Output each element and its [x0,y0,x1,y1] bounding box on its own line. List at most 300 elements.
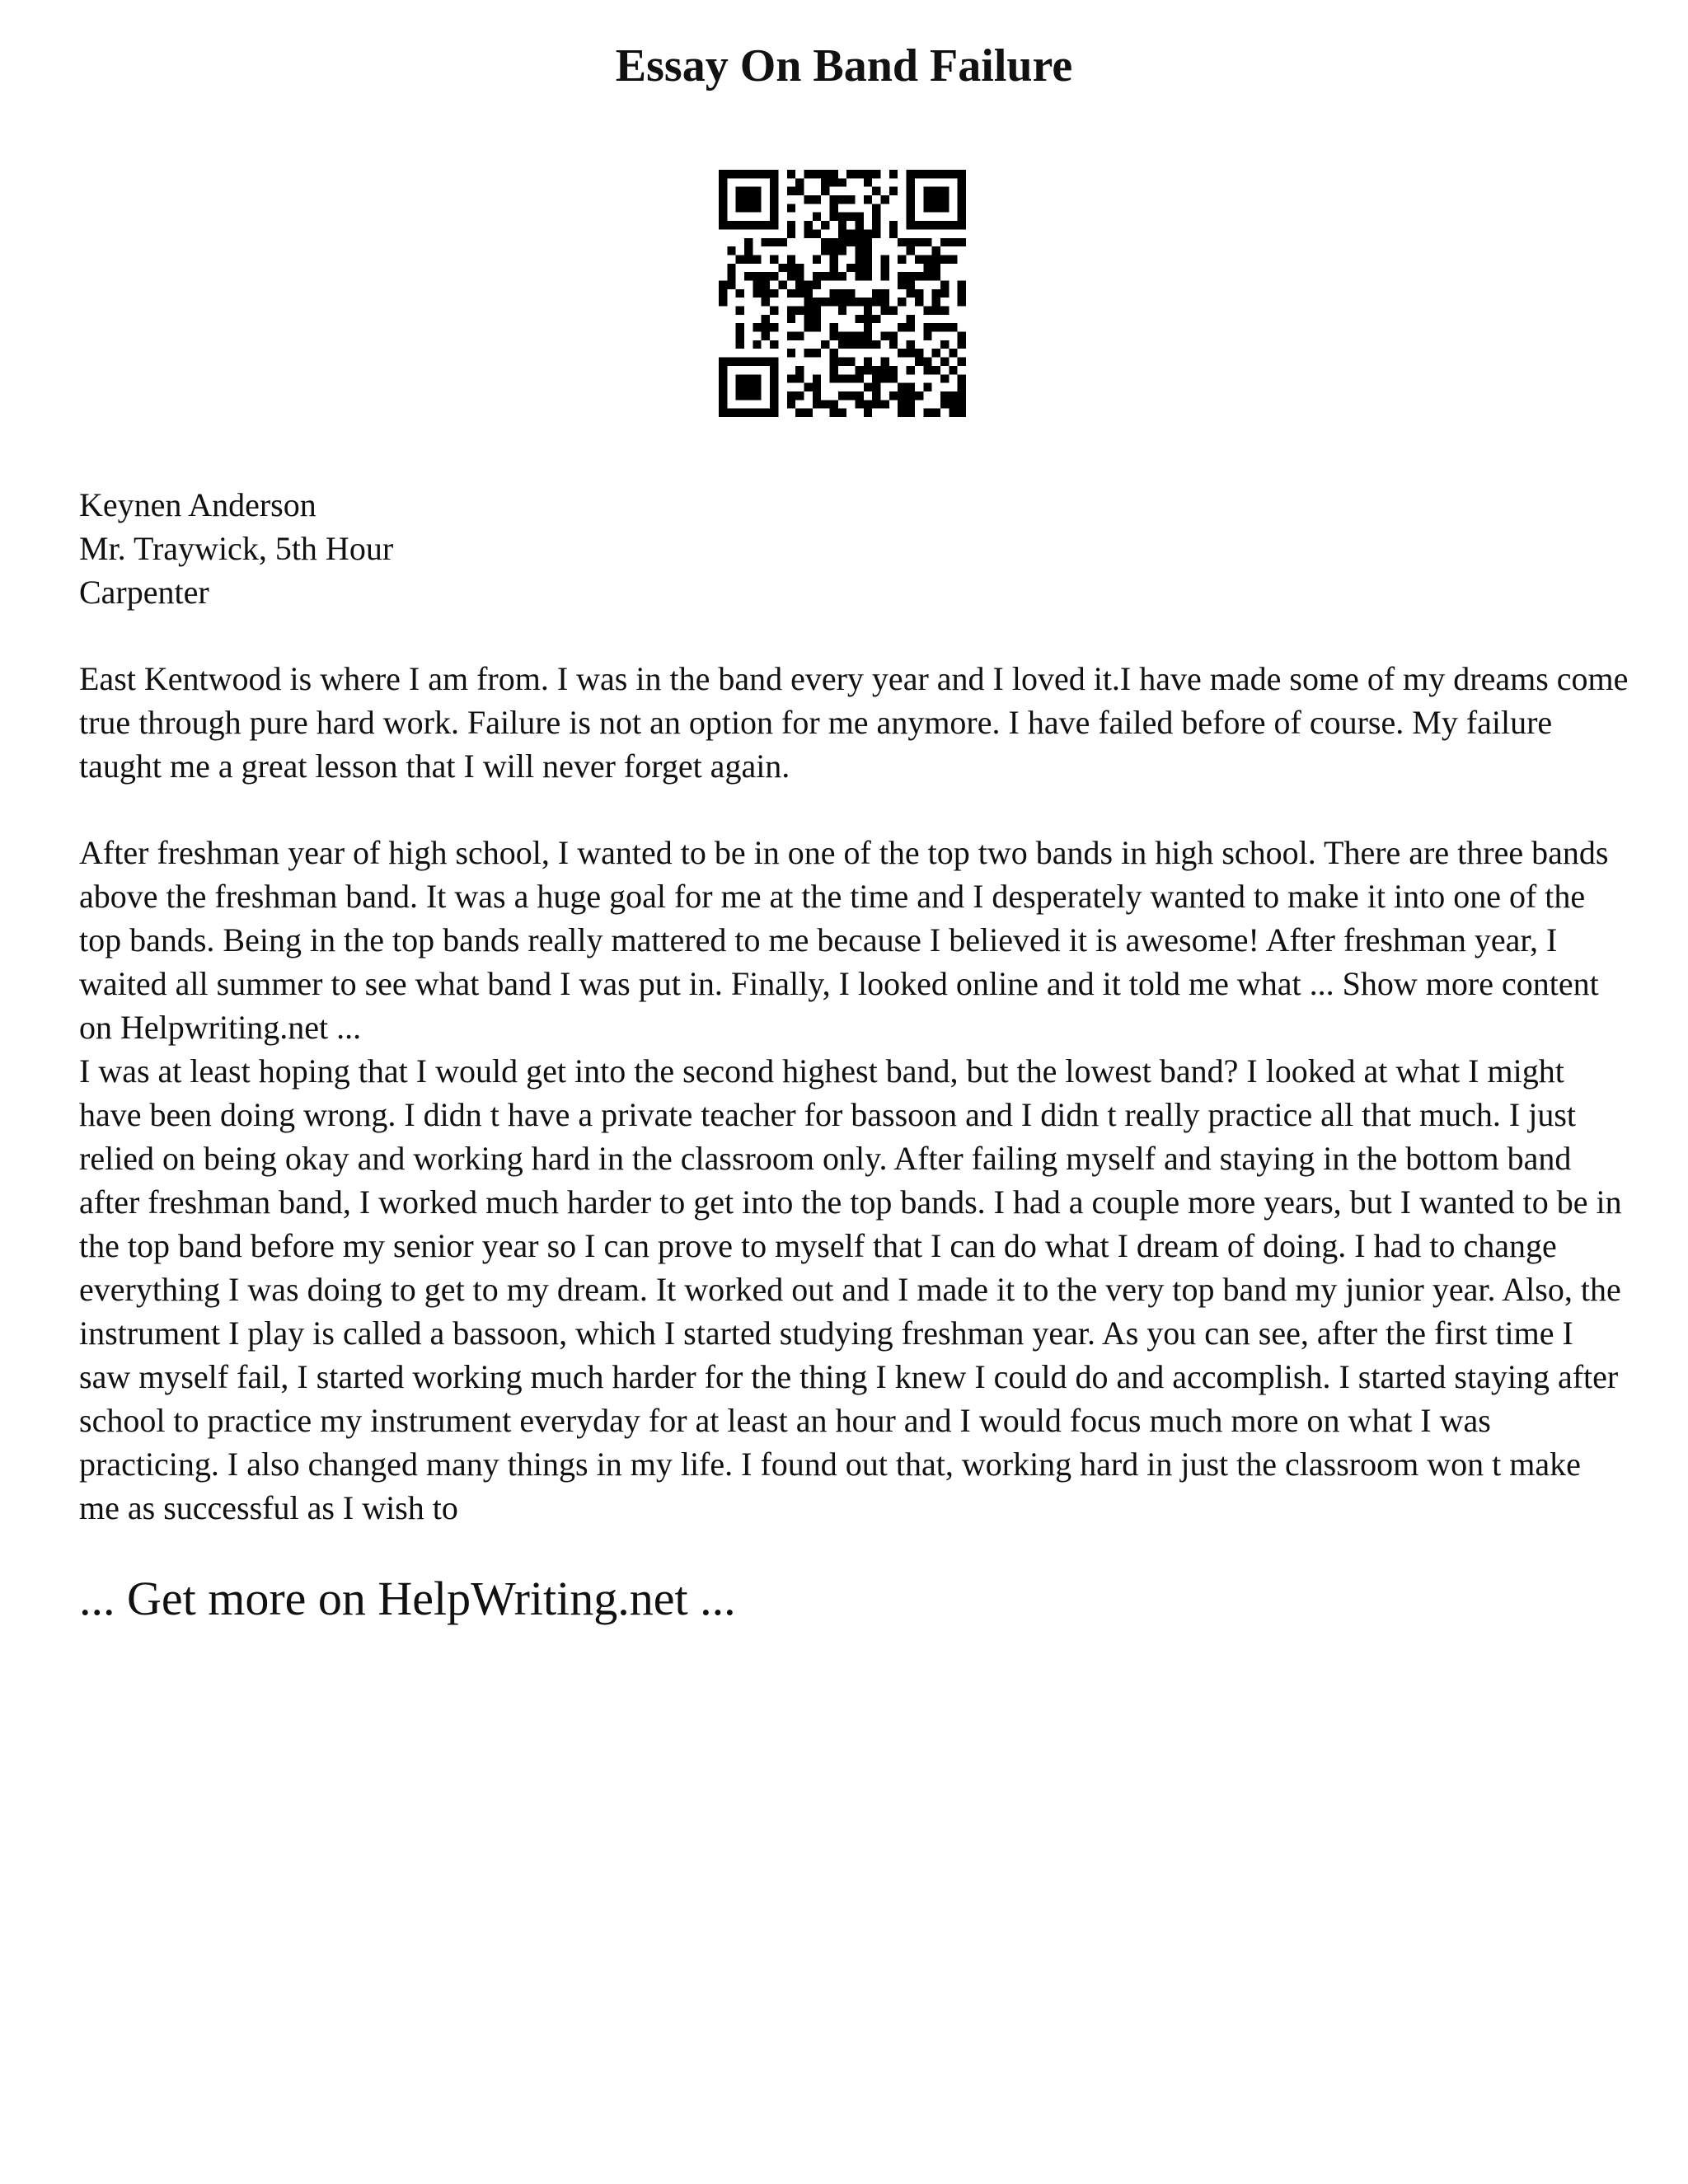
qr-module [795,332,804,340]
qr-module [744,358,753,366]
qr-module [744,246,753,255]
qr-module [881,195,889,204]
qr-module [736,289,744,298]
qr-module [838,340,846,349]
qr-module [923,409,931,417]
qr-module [907,280,915,288]
qr-module [958,358,966,366]
qr-module [762,315,770,323]
qr-module [838,229,846,237]
qr-module [907,238,915,246]
qr-module [795,307,804,315]
qr-module [846,264,855,272]
qr-module [881,298,889,306]
qr-module [744,272,753,280]
qr-module [856,298,864,306]
qr-module [762,323,770,331]
qr-module [958,391,966,400]
qr-module [736,332,744,340]
qr-module [864,366,872,374]
qr-module [736,383,744,391]
qr-module [753,187,761,195]
qr-module [719,187,727,195]
qr-module [804,229,812,237]
qr-module [889,170,898,178]
qr-module [881,264,889,272]
page-title: Essay On Band Failure [615,40,1073,91]
qr-module [838,289,846,298]
qr-module [940,358,949,366]
qr-module [881,366,889,374]
qr-module [940,400,949,408]
qr-module [923,238,931,246]
qr-module [889,221,898,229]
qr-module [770,170,778,178]
qr-module [872,400,880,408]
qr-module [829,255,837,263]
qr-module [915,298,923,306]
qr-module [958,400,966,408]
qr-module [795,366,804,374]
qr-module [856,238,864,246]
qr-module [915,170,923,178]
qr-module [813,213,821,221]
qr-module [727,246,735,255]
qr-module [872,298,880,306]
qr-module [727,358,735,366]
qr-module [770,374,778,382]
qr-module [770,289,778,298]
qr-module [881,358,889,366]
qr-module [958,383,966,391]
class-info: Mr. Traywick, 5th Hour [79,530,394,567]
qr-module [889,374,898,382]
qr-module [829,358,837,366]
qr-module [838,358,846,366]
qr-module [753,255,761,263]
qr-module [821,178,829,186]
qr-module [872,374,880,382]
qr-module [940,280,949,288]
qr-module [907,246,915,255]
qr-module [736,255,744,263]
qr-module [856,229,864,237]
qr-module [940,238,949,246]
qr-module [915,255,923,263]
qr-module [864,358,872,366]
qr-module [753,170,761,178]
qr-module [813,170,821,178]
qr-module [915,391,923,400]
qr-module [770,307,778,315]
qr-module [864,383,872,391]
qr-module [727,221,735,229]
qr-module [846,195,855,204]
qr-module [856,264,864,272]
qr-module [753,221,761,229]
qr-module [907,289,915,298]
qr-module [872,391,880,400]
qr-module [762,221,770,229]
qr-module [813,307,821,315]
qr-module [744,195,753,204]
qr-module [719,391,727,400]
qr-module [770,204,778,212]
qr-module [907,315,915,323]
qr-module [907,400,915,408]
qr-module [932,255,940,263]
qr-module [958,289,966,298]
qr-module [753,195,761,204]
qr-module [898,400,906,408]
qr-module [804,383,812,391]
qr-module [932,170,940,178]
qr-module [923,332,931,340]
qr-module [907,409,915,417]
qr-module [915,221,923,229]
qr-module [753,323,761,331]
qr-module [856,374,864,382]
qr-module [719,221,727,229]
qr-module [744,238,753,246]
qr-module [770,272,778,280]
qr-module [813,315,821,323]
qr-module [864,170,872,178]
qr-module [838,374,846,382]
qr-module [846,374,855,382]
qr-module [949,409,957,417]
qr-module [949,400,957,408]
qr-module [719,358,727,366]
qr-module [804,315,812,323]
qr-module [907,340,915,349]
qr-module [753,358,761,366]
qr-module [856,255,864,263]
qr-module [795,272,804,280]
qr-module [949,366,957,374]
qr-module [907,204,915,212]
qr-module [787,307,795,315]
qr-module [881,332,889,340]
qr-module [923,264,931,272]
qr-module [923,221,931,229]
qr-module [829,238,837,246]
qr-module [889,391,898,400]
qr-module [898,272,906,280]
qr-module [958,178,966,186]
qr-module [787,315,795,323]
qr-module [821,238,829,246]
qr-module [744,409,753,417]
qr-module [787,400,795,408]
qr-module [795,289,804,298]
qr-module [736,307,744,315]
qr-module [821,187,829,195]
qr-module [744,383,753,391]
qr-module [744,374,753,382]
qr-module [795,391,804,400]
qr-module [753,374,761,382]
qr-module [804,298,812,306]
qr-module [719,374,727,382]
qr-module [949,255,957,263]
qr-module [940,391,949,400]
qr-module [736,221,744,229]
qr-module [907,221,915,229]
qr-module [872,213,880,221]
qr-module [907,178,915,186]
qr-module [856,400,864,408]
qr-module [949,221,957,229]
qr-module [829,170,837,178]
qr-module [795,280,804,288]
subject-name: Carpenter [79,574,209,611]
qr-module [881,272,889,280]
qr-module [804,307,812,315]
qr-module [719,178,727,186]
qr-module [915,289,923,298]
qr-module [838,238,846,246]
qr-module [932,195,940,204]
byline [79,483,1629,614]
qr-module [744,170,753,178]
qr-module [932,349,940,357]
qr-module [762,289,770,298]
qr-module [932,307,940,315]
qr-module [932,264,940,272]
qr-module [829,204,837,212]
qr-module [923,272,931,280]
qr-module [804,280,812,288]
qr-module [856,246,864,255]
qr-module [864,307,872,315]
qr-module [872,315,880,323]
qr-module [889,229,898,237]
qr-module [907,391,915,400]
qr-module [753,280,761,288]
qr-module [907,170,915,178]
qr-module [829,323,837,331]
qr-module [727,170,735,178]
qr-module [813,374,821,382]
qr-module [915,349,923,357]
qr-module [838,391,846,400]
qr-module [821,272,829,280]
qr-module [838,409,846,417]
qr-module [795,374,804,382]
qr-module [770,383,778,391]
qr-module [736,340,744,349]
qr-module [846,229,855,237]
qr-module [864,229,872,237]
qr-module [932,366,940,374]
qr-module [753,272,761,280]
qr-module [949,238,957,246]
qr-module [889,187,898,195]
qr-module [872,170,880,178]
qr-module [923,195,931,204]
qr-module [872,383,880,391]
qr-module [770,221,778,229]
qr-module [915,358,923,366]
qr-module [864,315,872,323]
qr-module [787,229,795,237]
qr-module [898,349,906,357]
qr-module [795,178,804,186]
qr-module [846,170,855,178]
qr-module [940,221,949,229]
qr-module [787,391,795,400]
qr-module [898,383,906,391]
qr-module [872,366,880,374]
qr-module [949,323,957,331]
qr-module [846,358,855,366]
qr-module [856,213,864,221]
qr-module [838,246,846,255]
qr-module [744,255,753,263]
qr-module [829,272,837,280]
qr-module [846,332,855,340]
qr-module [856,170,864,178]
qr-module [804,170,812,178]
qr-module [727,409,735,417]
qr-module [795,187,804,195]
qr-module [770,187,778,195]
qr-module [923,366,931,374]
qr-module [778,264,786,272]
qr-module [787,332,795,340]
qr-module [770,366,778,374]
qr-module [821,170,829,178]
qr-module [898,298,906,306]
qr-module [770,340,778,349]
qr-module [915,272,923,280]
qr-module [719,195,727,204]
qr-module [736,358,744,366]
qr-module [907,383,915,391]
qr-module [821,298,829,306]
qr-module [907,272,915,280]
qr-module [846,289,855,298]
qr-module [907,195,915,204]
qr-module [838,178,846,186]
qr-module [770,323,778,331]
qr-module [932,221,940,229]
qr-module [923,187,931,195]
qr-module [829,195,837,204]
qr-module [907,366,915,374]
qr-module [856,315,864,323]
qr-module [719,280,727,288]
qr-module [762,358,770,366]
qr-module [813,391,821,400]
qr-module [923,358,931,366]
qr-module [881,374,889,382]
qr-module [829,332,837,340]
qr-module [864,272,872,280]
qr-module [813,255,821,263]
qr-module [907,349,915,357]
qr-module [838,272,846,280]
qr-module [958,298,966,306]
qr-module [864,255,872,263]
qr-module [838,298,846,306]
qr-module [864,195,872,204]
qr-module [736,187,744,195]
qr-module [872,221,880,229]
qr-module [753,289,761,298]
qr-module [787,170,795,178]
qr-module [770,178,778,186]
qr-module [787,289,795,298]
qr-module [813,229,821,237]
qr-module [864,264,872,272]
qr-module [719,289,727,298]
qr-module [923,307,931,315]
qr-module [744,391,753,400]
qr-module [787,221,795,229]
qr-module [932,204,940,212]
qr-module [846,340,855,349]
qr-module [804,289,812,298]
qr-module [958,238,966,246]
qr-module [736,204,744,212]
qr-module [864,246,872,255]
qr-module [923,383,931,391]
qr-module [872,204,880,212]
qr-module [940,204,949,212]
qr-module [762,298,770,306]
qr-module [864,409,872,417]
qr-module [838,307,846,315]
qr-module [932,409,940,417]
qr-module [829,289,837,298]
qr-module [846,298,855,306]
qr-module [778,280,786,288]
qr-module [940,289,949,298]
qr-module [821,221,829,229]
qr-module [813,323,821,331]
qr-module [829,366,837,374]
qr-module [787,187,795,195]
qr-module [932,323,940,331]
qr-module [940,195,949,204]
qr-module [838,332,846,340]
get-more-link[interactable]: ... Get more on HelpWriting.net ... [79,1572,736,1625]
qr-module [753,340,761,349]
qr-module [907,187,915,195]
qr-module [787,204,795,212]
qr-module [864,178,872,186]
qr-module [813,400,821,408]
qr-module [829,298,837,306]
qr-module [940,340,949,349]
qr-module [719,170,727,178]
qr-module [736,170,744,178]
qr-module [872,340,880,349]
qr-module [864,238,872,246]
qr-module [898,323,906,331]
qr-module [770,391,778,400]
qr-module [778,238,786,246]
qr-module [804,409,812,417]
qr-module [787,349,795,357]
qr-module [838,213,846,221]
qr-module [804,195,812,204]
qr-module [881,289,889,298]
qr-module [795,409,804,417]
qr-module [907,213,915,221]
